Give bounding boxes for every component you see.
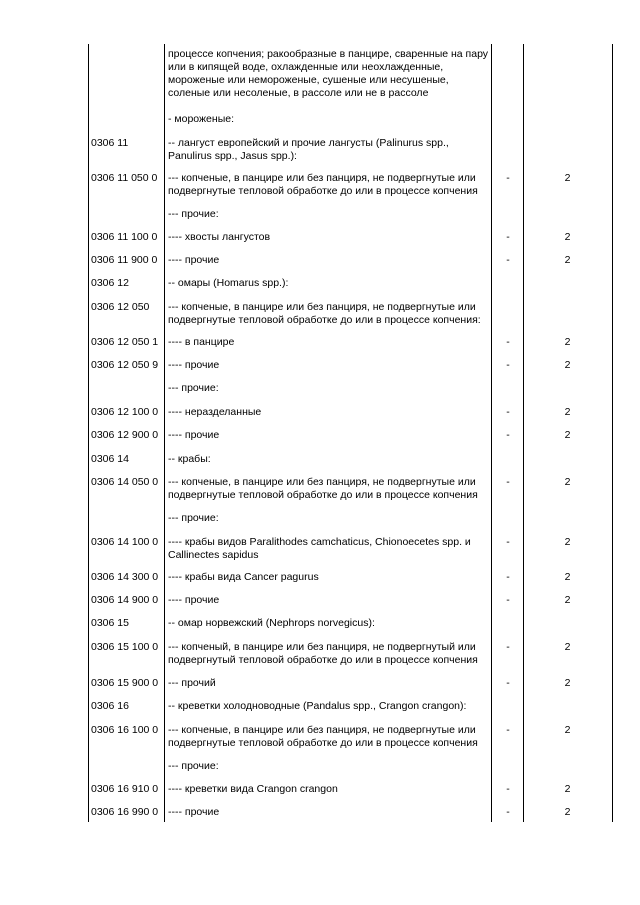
goods-description: --- прочие: [168, 760, 219, 772]
goods-description: ---- крабы видов Paralithodes camchaticus, Chionoecetes spp. и Callinectes sapidus [168, 536, 471, 561]
duty-column-3: - [506, 476, 510, 488]
tariff-code: 0306 14 [91, 453, 129, 465]
goods-description: - мороженые: [168, 113, 234, 125]
duty-column-4: 2 [564, 406, 571, 418]
duty-column-3: - [506, 231, 510, 243]
goods-description: ---- прочие [168, 594, 220, 606]
duty-column-4: 2 [564, 359, 571, 371]
goods-description: -- омар норвежский (Nephrops norvegicus): [168, 617, 375, 629]
tariff-code: 0306 15 900 0 [91, 677, 159, 689]
duty-column-4: 2 [564, 571, 571, 583]
duty-column-3: - [506, 594, 510, 606]
duty-column-4: 2 [564, 677, 571, 689]
tariff-code: 0306 14 050 0 [91, 476, 159, 488]
duty-column-3: - [506, 641, 510, 653]
goods-description: ---- в панцире [168, 336, 235, 348]
duty-column-4: 2 [564, 783, 571, 795]
goods-description: --- копченые, в панцире или без панциря, не подвергнутые или подвергнутые тепловой обработке до или в процессе копчения [168, 476, 478, 501]
table-column-divider [523, 44, 524, 822]
goods-description: ---- креветки вида Crangon crangon [168, 783, 338, 795]
tariff-code: 0306 11 [91, 137, 129, 149]
duty-column-4: 2 [564, 536, 571, 548]
tariff-code: 0306 12 050 1 [91, 336, 159, 348]
tariff-code: 0306 11 100 0 [91, 231, 158, 243]
goods-description: ---- прочие [168, 254, 220, 266]
tariff-code: 0306 15 100 0 [91, 641, 159, 653]
goods-description: ---- прочие [168, 806, 220, 818]
duty-column-3: - [506, 406, 510, 418]
table-column-divider [88, 44, 89, 822]
goods-description: -- креветки холодноводные (Pandalus spp., Crangon crangon): [168, 700, 467, 712]
table-column-divider [164, 44, 165, 822]
goods-description: ---- крабы вида Cancer pagurus [168, 571, 319, 583]
duty-column-4: 2 [564, 254, 571, 266]
tariff-code: 0306 12 050 [91, 301, 150, 313]
duty-column-3: - [506, 336, 510, 348]
tariff-code: 0306 16 990 0 [91, 806, 159, 818]
tariff-code: 0306 11 050 0 [91, 172, 158, 184]
goods-description: процессе копчения; ракообразные в панцире, сваренные на пару или в кипящей воде, охлажденные или неохлажденные, мороженые или немороженые, сушеные или несушеные, соленые или несоленые, в рассоле или не в рассоле [168, 48, 489, 99]
goods-description: --- прочий [168, 677, 216, 689]
goods-description: ---- хвосты лангустов [168, 231, 271, 243]
goods-description: --- копченые, в панцире или без панциря, не подвергнутые или подвергнутые тепловой обработке до или в процессе копчения [168, 172, 478, 197]
duty-column-3: - [506, 806, 510, 818]
tariff-code: 0306 12 100 0 [91, 406, 159, 418]
tariff-code: 0306 12 [91, 277, 129, 289]
duty-column-3: - [506, 536, 510, 548]
goods-description: -- лангуст европейский и прочие лангусты (Palinurus spp., Panulirus spp., Jasus spp.): [168, 137, 449, 162]
table-column-divider [491, 44, 492, 822]
tariff-code: 0306 15 [91, 617, 129, 629]
goods-description: ---- неразделанные [168, 406, 262, 418]
duty-column-3: - [506, 359, 510, 371]
duty-column-4: 2 [564, 336, 571, 348]
duty-column-3: - [506, 172, 510, 184]
goods-description: --- копченые, в панцире или без панциря, не подвергнутые или подвергнутые тепловой обработке до или в процессе копчения [168, 724, 478, 749]
duty-column-4: 2 [564, 594, 571, 606]
tariff-code: 0306 14 300 0 [91, 571, 159, 583]
goods-description: ---- прочие [168, 429, 220, 441]
tariff-code: 0306 14 100 0 [91, 536, 159, 548]
goods-description: --- прочие: [168, 512, 219, 524]
duty-column-3: - [506, 571, 510, 583]
tariff-code: 0306 12 050 9 [91, 359, 159, 371]
tariff-code: 0306 11 900 0 [91, 254, 158, 266]
duty-column-3: - [506, 724, 510, 736]
goods-description: --- копченые, в панцире или без панциря, не подвергнутые или подвергнутые тепловой обработке до или в процессе копчения: [168, 301, 481, 326]
goods-description: --- прочие: [168, 382, 219, 394]
tariff-code: 0306 14 900 0 [91, 594, 159, 606]
tariff-code: 0306 16 [91, 700, 129, 712]
duty-column-4: 2 [564, 231, 571, 243]
goods-description: ---- прочие [168, 359, 220, 371]
duty-column-3: - [506, 429, 510, 441]
duty-column-4: 2 [564, 724, 571, 736]
duty-column-4: 2 [564, 429, 571, 441]
duty-column-4: 2 [564, 172, 571, 184]
duty-column-4: 2 [564, 641, 571, 653]
goods-description: --- прочие: [168, 208, 219, 220]
tariff-code: 0306 16 910 0 [91, 783, 159, 795]
duty-column-3: - [506, 254, 510, 266]
goods-description: -- крабы: [168, 453, 211, 465]
tariff-code: 0306 12 900 0 [91, 429, 159, 441]
tariff-code: 0306 16 100 0 [91, 724, 159, 736]
goods-description: -- омары (Homarus spp.): [168, 277, 289, 289]
duty-column-4: 2 [564, 806, 571, 818]
duty-column-3: - [506, 677, 510, 689]
duty-column-3: - [506, 783, 510, 795]
goods-description: --- копченый, в панцире или без панциря, не подвергнутый или подвергнутый тепловой обработке до или в процессе копчения [168, 641, 478, 666]
duty-column-4: 2 [564, 476, 571, 488]
table-column-divider [612, 44, 613, 822]
